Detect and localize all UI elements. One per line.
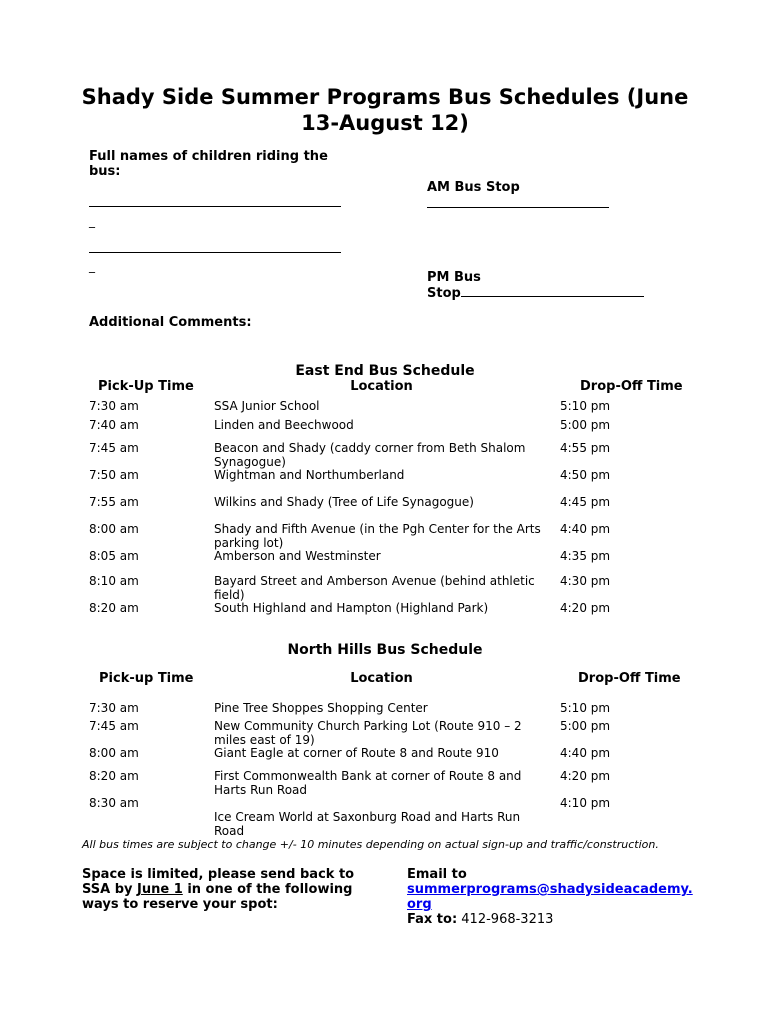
east-row-9-location: South Highland and Hampton (Highland Park) [214,601,489,615]
east-row-6-pickup: 8:00 am [89,522,139,536]
east-row-9-dropoff: 4:20 pm [560,601,611,615]
east-row-8-pickup: 8:10 am [89,574,139,588]
east-row-3-location: Beacon and Shady (caddy corner from Beth Shalom Synagogue) [214,441,526,469]
east-row-7-location: Amberson and Westminster [214,549,381,563]
north-row-2-pickup: 7:45 am [89,719,139,733]
east-row-2-pickup: 7:40 am [89,418,139,432]
fax-line: Fax to: 412-968-3213 [407,912,554,927]
north-row-2-location: New Community Church Parking Lot (Route 910 – 2 miles east of 19) [214,719,522,747]
east-row-9-pickup: 8:20 am [89,601,139,615]
email-link[interactable]: summerprograms@shadysideacademy. org [407,882,693,912]
east-row-2-dropoff: 5:00 pm [560,418,611,432]
east-row-6-location: Shady and Fifth Avenue (in the Pgh Center for the Arts parking lot) [214,522,541,550]
east-row-4-dropoff: 4:50 pm [560,468,611,482]
east-row-4-pickup: 7:50 am [89,468,139,482]
north-hills-heading: North Hills Bus Schedule [287,642,483,658]
east-row-8-dropoff: 4:30 pm [560,574,611,588]
email-label: Email to [407,867,467,882]
east-row-8-location: Bayard Street and Amberson Avenue (behind athletic field) [214,574,535,602]
east-col-pickup: Pick-Up Time [98,379,194,394]
children-name-line-2[interactable] [89,252,341,253]
children-name-dash-1: _ [89,214,95,228]
north-row-5-dropoff: 4:10 pm [560,796,611,810]
north-row-1-location: Pine Tree Shoppes Shopping Center [214,701,428,715]
east-row-7-pickup: 8:05 am [89,549,139,563]
schedule-note: All bus times are subject to change +/- 10 minutes depending on actual sign-up and traffic/construction. [82,838,659,851]
north-col-pickup: Pick-up Time [99,671,194,686]
pm-bus-stop-line[interactable] [461,285,644,297]
page-title: Shady Side Summer Programs Bus Schedules (June 13-August 12) [81,85,689,135]
east-row-6-dropoff: 4:40 pm [560,522,611,536]
north-row-4-location: First Commonwealth Bank at corner of Route 8 and Harts Run Road [214,769,522,797]
north-col-dropoff: Drop-Off Time [578,671,681,686]
east-row-5-dropoff: 4:45 pm [560,495,611,509]
am-bus-stop-label: AM Bus Stop [427,180,520,195]
east-row-5-pickup: 7:55 am [89,495,139,509]
additional-comments-label: Additional Comments: [89,315,252,330]
children-name-dash-2: _ [89,259,95,273]
north-row-5-pickup: 8:30 am [89,796,139,810]
east-row-1-location: SSA Junior School [214,399,320,413]
east-row-3-dropoff: 4:55 pm [560,441,611,455]
north-row-1-pickup: 7:30 am [89,701,139,715]
north-row-4-pickup: 8:20 am [89,769,139,783]
north-col-location: Location [350,671,413,686]
east-row-2-location: Linden and Beechwood [214,418,354,432]
north-row-1-dropoff: 5:10 pm [560,701,611,715]
north-row-3-dropoff: 4:40 pm [560,746,611,760]
east-row-1-dropoff: 5:10 pm [560,399,611,413]
east-col-location: Location [350,379,413,394]
children-names-label: Full names of children riding the bus: [89,149,328,179]
north-row-4-dropoff: 4:20 pm [560,769,611,783]
east-row-7-dropoff: 4:35 pm [560,549,611,563]
contact-info [407,867,693,927]
east-col-dropoff: Drop-Off Time [580,379,683,394]
east-row-3-pickup: 7:45 am [89,441,139,455]
east-row-4-location: Wightman and Northumberland [214,468,405,482]
east-end-heading: East End Bus Schedule [295,363,475,379]
north-row-2-dropoff: 5:00 pm [560,719,611,733]
pm-bus-stop-label: PM Bus Stop [427,270,644,301]
north-row-3-pickup: 8:00 am [89,746,139,760]
east-row-5-location: Wilkins and Shady (Tree of Life Synagogue) [214,495,474,509]
reserve-instructions: Space is limited, please send back to SSA by June 1 in one of the following ways to reserve your spot: [82,867,355,912]
north-row-3-location: Giant Eagle at corner of Route 8 and Route 910 [214,746,499,760]
east-row-1-pickup: 7:30 am [89,399,139,413]
north-row-5-location: Ice Cream World at Saxonburg Road and Harts Run Road [214,810,521,838]
children-name-line-1[interactable] [89,206,341,207]
am-bus-stop-line[interactable] [427,207,609,208]
